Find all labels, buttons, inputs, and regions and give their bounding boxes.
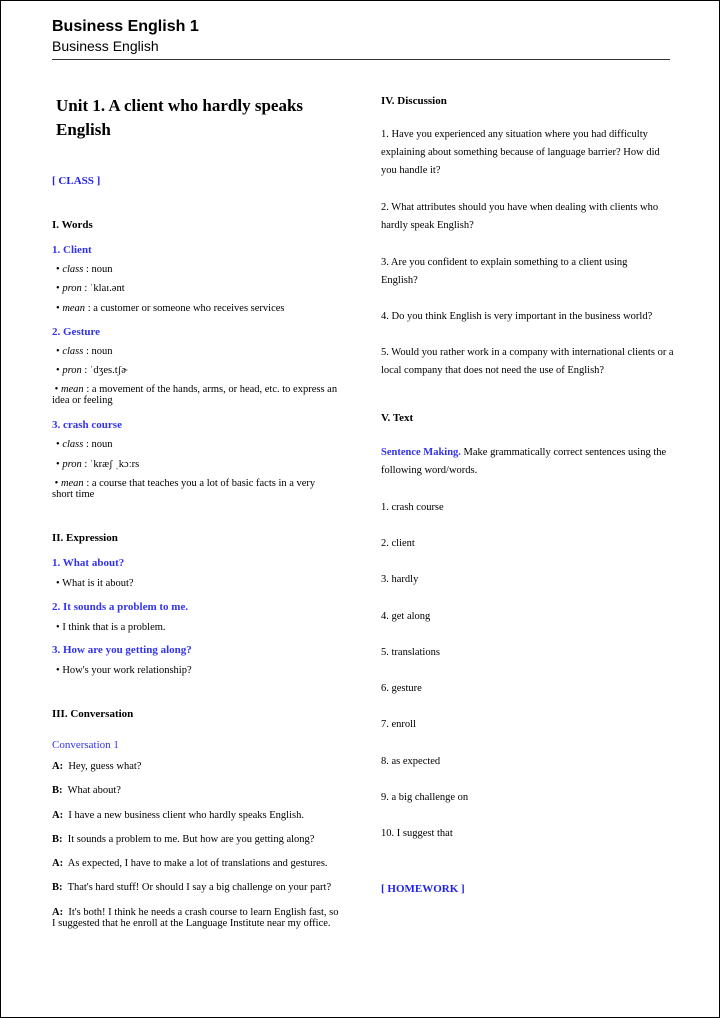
expression-bullet: • How's your work relationship?	[56, 665, 192, 676]
sentence-making-instruction	[381, 444, 676, 480]
mean-value: : a customer or someone who receives services	[85, 303, 285, 314]
text-item: 4. get along	[381, 611, 431, 622]
line-text: What about?	[67, 785, 121, 796]
conversation-line	[52, 834, 314, 845]
discussion-question: 1. Have you experienced any situation where you had difficulty explaining about something because of language barrier? How did you handle it?	[381, 129, 660, 176]
text-heading: V. Text	[381, 412, 414, 424]
word-class: • class : noun	[56, 439, 113, 450]
expression-title: 1. What about?	[52, 557, 125, 569]
mean-label: mean	[60, 384, 84, 395]
conversation-line	[52, 785, 121, 796]
class-value: : noun	[83, 346, 113, 357]
sentence-making-label: Sentence Making.	[381, 447, 461, 458]
header-subtitle: Business English	[52, 38, 159, 54]
text-item: 2. client	[381, 538, 415, 549]
pron-label: pron	[62, 459, 82, 470]
conversation-line	[52, 858, 328, 869]
text-item: 1. crash course	[381, 502, 444, 513]
homework-tag: [ HOMEWORK ]	[381, 883, 465, 895]
discussion-question: 3. Are you confident to explain something to a client using English?	[381, 257, 628, 286]
discussion-question: 2. What attributes should you have when dealing with clients who hardly speak English?	[381, 202, 659, 231]
line-text: That's hard stuff! Or should I say a big challenge on your part?	[67, 882, 332, 893]
words-heading: I. Words	[52, 219, 93, 231]
text-item: 10. I suggest that	[381, 828, 453, 839]
word-mean: • mean : a movement of the hands, arms, or head, etc. to express an idea or feeling	[52, 384, 338, 406]
speaker: A:	[52, 810, 64, 821]
word-pron: • pron : ˈkræʃ ˌkɔːrs	[56, 459, 140, 470]
speaker: A:	[52, 761, 64, 772]
class-value: : noun	[83, 264, 113, 275]
expression-bullet: • I think that is a problem.	[56, 622, 166, 633]
word-title: 3. crash course	[52, 419, 122, 431]
discussion-question: 5. Would you rather work in a company with international clients or a local company that does not need the use of English?	[381, 347, 674, 376]
header-divider	[52, 59, 670, 60]
unit-title: Unit 1. A client who hardly speaks English	[56, 96, 304, 139]
word-title: 1. Client	[52, 244, 92, 256]
word-mean: • mean : a customer or someone who receives services	[56, 303, 285, 314]
word-pron: • pron : ˈklaɪ.ənt	[56, 283, 125, 294]
mean-value: : a course that teaches you a lot of basic facts in a very short time	[52, 478, 316, 500]
expression-heading: II. Expression	[52, 532, 118, 544]
conversation-line	[52, 907, 344, 929]
speaker: A:	[52, 858, 64, 869]
class-tag: [ CLASS ]	[52, 175, 101, 187]
text-item: 6. gesture	[381, 683, 422, 694]
speaker: B:	[52, 882, 63, 893]
text-item: 3. hardly	[381, 574, 419, 585]
class-label: class	[62, 346, 84, 357]
line-text: As expected, I have to make a lot of translations and gestures.	[67, 858, 328, 869]
text-item: 8. as expected	[381, 756, 441, 767]
speaker: B:	[52, 834, 63, 845]
line-text: It's both! I think he needs a crash course to learn English fast, so I suggested that he enroll at the Language Institute near my office.	[52, 907, 339, 929]
class-label: class	[62, 439, 84, 450]
expression-title: 3. How are you getting along?	[52, 644, 192, 656]
text-item: 7. enroll	[381, 719, 416, 730]
pron-value: : ˈklaɪ.ənt	[81, 283, 125, 294]
class-label: class	[62, 264, 84, 275]
expression-text: How's your work relationship?	[62, 665, 192, 676]
line-text: I have a new business client who hardly speaks English.	[68, 810, 304, 821]
word-class: • class : noun	[56, 264, 113, 275]
text-item: 5. translations	[381, 647, 440, 658]
pron-value: : ˈdʒes.tʃɚ	[81, 365, 128, 376]
discussion-heading: IV. Discussion	[381, 95, 447, 107]
expression-bullet: • What is it about?	[56, 578, 134, 589]
mean-value: : a movement of the hands, arms, or head, etc. to express an idea or feeling	[52, 384, 338, 406]
conversation-line	[52, 761, 141, 772]
conversation-line	[52, 882, 331, 893]
expression-text: I think that is a problem.	[62, 622, 166, 633]
speaker: B:	[52, 785, 63, 796]
word-pron: • pron : ˈdʒes.tʃɚ	[56, 365, 128, 376]
pron-label: pron	[62, 283, 82, 294]
pron-label: pron	[62, 365, 82, 376]
word-mean: • mean : a course that teaches you a lot of basic facts in a very short time	[52, 478, 316, 500]
mean-label: mean	[62, 303, 86, 314]
conversation-title: Conversation 1	[52, 739, 119, 751]
conversation-heading: III. Conversation	[52, 708, 134, 720]
line-text: Hey, guess what?	[68, 761, 142, 772]
expression-text: What is it about?	[62, 578, 134, 589]
instruction-text: Make grammatically correct sentences using the following word/words.	[381, 447, 667, 476]
speaker: A:	[52, 907, 64, 918]
word-title: 2. Gesture	[52, 326, 101, 338]
expression-title: 2. It sounds a problem to me.	[52, 601, 189, 613]
discussion-question: 4. Do you think English is very important in the business world?	[381, 311, 653, 322]
header-title: Business English 1	[52, 18, 199, 35]
class-value: : noun	[83, 439, 113, 450]
conversation-line	[52, 810, 304, 821]
word-class: • class : noun	[56, 346, 113, 357]
mean-label: mean	[60, 478, 84, 489]
pron-value: : ˈkræʃ ˌkɔːrs	[81, 459, 140, 470]
line-text: It sounds a problem to me. But how are you getting along?	[67, 834, 315, 845]
text-item: 9. a big challenge on	[381, 792, 469, 803]
